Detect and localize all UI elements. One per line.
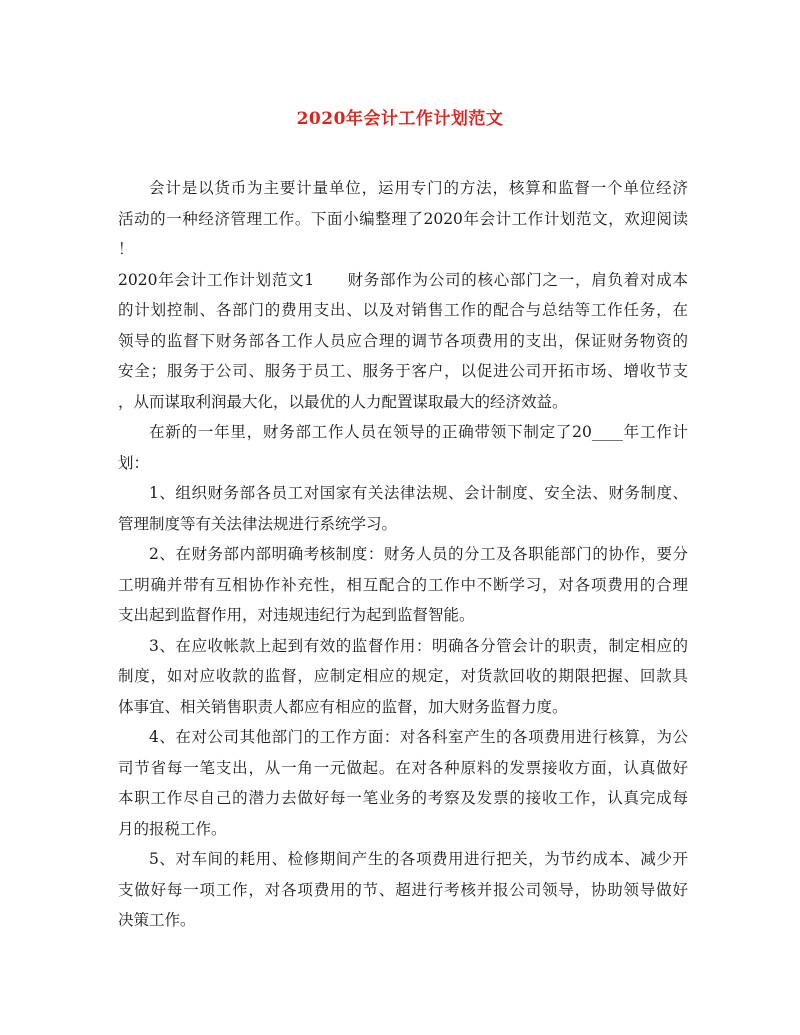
body-line: 决策工作。 (118, 911, 196, 929)
body-line: 月的报税工作。 (118, 819, 227, 838)
document-title: 2020年会计工作计划范文 (296, 109, 504, 129)
body-line: ，从而谋取利润最大化，以最优的人力配置谋取最大的经济效益。 (118, 392, 568, 411)
body-line: 司节省每一笔支出，从一角一元做起。在对各种原料的发票接收方面，认真做好 (118, 758, 688, 777)
body-line: 体事宜、相关销售职责人都应有相应的监督，加大财务监督力度。 (118, 697, 568, 716)
body-line: 活动的一种经济管理工作。下面小编整理了2020年会计工作计划范文，欢迎阅读 (118, 209, 688, 228)
body-line: ！ (118, 240, 134, 258)
body-line: 4、在对公司其他部门的工作方面：对各科室产生的各项费用进行核算，为公 (149, 728, 688, 746)
body-line: 2020年会计工作计划范文1 财务部作为公司的核心部门之一，肩负着对成本 (118, 270, 688, 289)
body-line: 支出起到监督作用，对违规违纪行为起到监督智能。 (118, 606, 475, 624)
body-line: 支做好每一项工作，对各项费用的节、超进行考核并报公司领导，协助领导做好 (118, 880, 688, 899)
body-line: 管理制度等有关法律法规进行系统学习。 (118, 514, 398, 533)
document-body (118, 173, 688, 936)
body-line: 领导的监督下财务部各工作人员应合理的调节各项费用的支出，保证财务物资的 (118, 331, 688, 350)
body-line: 的计划控制、各部门的费用支出、以及对销售工作的配合与总结等工作任务，在 (118, 301, 688, 319)
body-line: 工明确并带有互相协作补充性，相互配合的工作中不断学习，对各项费用的合理 (118, 575, 688, 594)
body-line: 2、在财务部内部明确考核制度：财务人员的分工及各职能部门的协作，要分 (149, 545, 688, 563)
body-line: 安全；服务于公司、服务于员工、服务于客户，以促进公司开拓市场、增收节支 (118, 362, 688, 380)
body-line: 5、对车间的耗用、检修期间产生的各项费用进行把关，为节约成本、减少开 (149, 850, 688, 868)
body-line: 划： (118, 453, 150, 472)
body-line: 会计是以货币为主要计量单位，运用专门的方法，核算和监督一个单位经济 (149, 179, 688, 197)
body-line: 本职工作尽自己的潜力去做好每一笔业务的考察及发票的接收工作，认真完成每 (118, 789, 688, 807)
body-line: 在新的一年里，财务部工作人员在领导的正确带领下制定了20____年工作计 (149, 423, 688, 441)
body-line: 3、在应收帐款上起到有效的监督作用：明确各分管会计的职责，制定相应的 (149, 636, 688, 655)
body-line: 1、组织财务部各员工对国家有关法律法规、会计制度、安全法、财务制度、 (149, 484, 688, 502)
body-line: 制度，如对应收款的监督，应制定相应的规定，对货款回收的期限把握、回款具 (118, 667, 688, 685)
